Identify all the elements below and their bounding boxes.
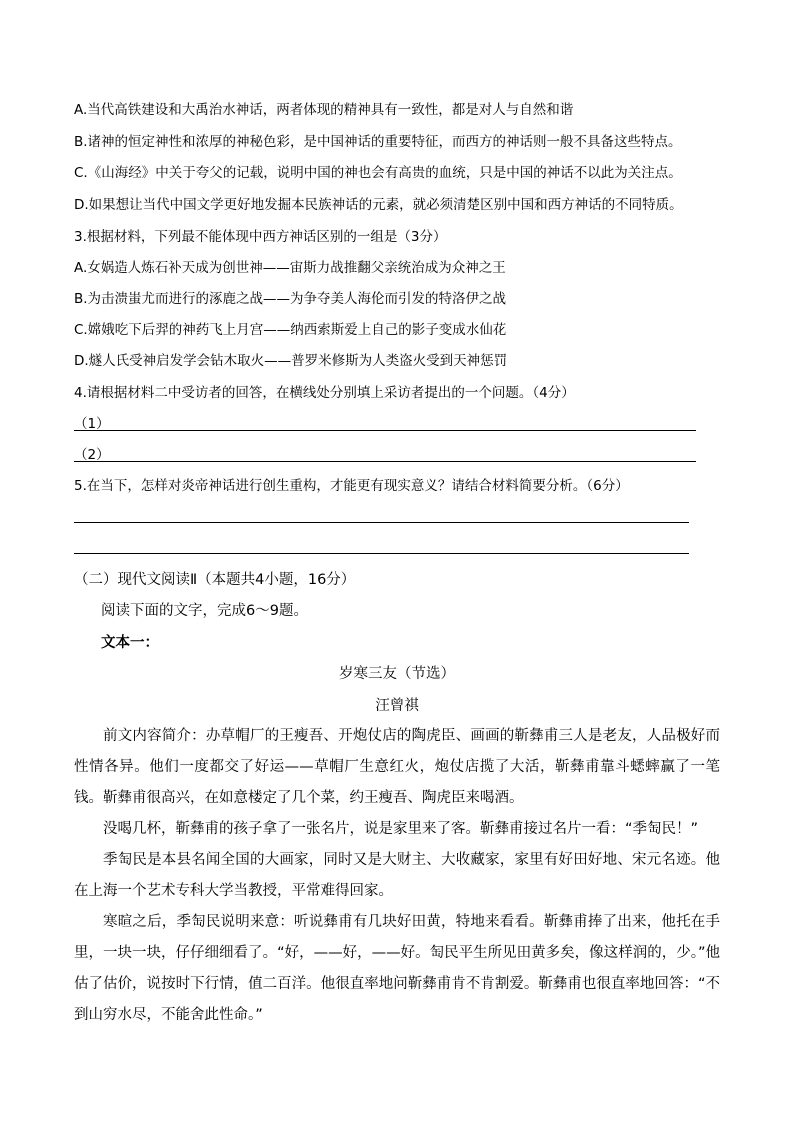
q3-stem: 3.根据材料，下列最不能体现中西方神话区别的一组是（3分）	[74, 229, 447, 245]
q5-stem: 5.在当下，怎样对炎帝神话进行创生重构，才能更有现实意义？请结合材料简要分析。（6分）	[74, 478, 629, 494]
story-title: 岁寒三友（节选）	[339, 666, 455, 682]
q3-option-d: D.燧人氏受神启发学会钻木取火——普罗米修斯为人类盗火受到天神惩罚	[74, 353, 508, 369]
story-paragraph-5: 寒暄之后，季匋民说明来意：听说彝甫有几块好田黄，特地来看看。靳彝甫捧了出来，他托在手里，一块一块，仔仔细细看了。“好，——好，——好。匋民平生所见田黄多矣，像这样润的，少。”他估了估价，说按时下行情，值二百洋。他很直率地问靳彝甫肯不肯割爱。靳彝甫也很直率地回答：“不到山穷水尽，不能舍此性命。”	[74, 914, 720, 1023]
q2-option-d: D.如果想让当代中国文学更好地发掘本民族神话的元素，就必须清楚区别中国和西方神话的不同特质。	[74, 197, 683, 213]
story-paragraph-4: 季匋民是本县名闻全国的大画家，同时又是大财主、大收藏家，家里有好田好地、宋元名迹。他在上海一个艺术专科大学当教授，平常难得回家。	[74, 852, 720, 899]
q2-option-a: A.当代高铁建设和大禹治水神话，两者体现的精神具有一致性，都是对人与自然和谐	[74, 102, 574, 118]
q2-option-c: C.《山海经》中关于夸父的记载，说明中国的神也会有高贵的血统，只是中国的神话不以此为关注点。	[74, 165, 682, 181]
text-one-label: 文本一：	[101, 635, 159, 651]
q5-answer-line-2	[74, 553, 689, 554]
story-paragraph-3: 没喝几杯，靳彝甫的孩子拿了一张名片，说是家里来了客。靳彝甫接过名片一看：“季匋民！”	[103, 821, 699, 837]
q3-option-a: A.女娲造人炼石补天成为创世神——宙斯力战推翻父亲统治成为众神之王	[74, 260, 506, 276]
story-author: 汪曾祺	[375, 698, 419, 714]
story-paragraph-2: 靳彝甫很高兴，在如意楼定了几个菜，约王瘦吾、陶虎臣来喝酒。	[103, 790, 524, 806]
q4-blank-1-label: （1）	[74, 416, 110, 432]
q4-answer-line-1	[74, 430, 696, 431]
section-heading: （二）现代文阅读Ⅱ（本题共4小题，16分）	[74, 572, 356, 588]
q5-answer-line-1	[74, 522, 689, 523]
story-paragraph-1: 前文内容简介：办草帽厂的王瘦吾、开炮仗店的陶虎臣、画画的靳彝甫三人是老友，人品极好而性情各异。他们一度都交了好运——草帽厂生意红火，炮仗店揽了大活，靳彝甫靠斗蟋蟀赢了一笔钱。	[74, 728, 720, 806]
section-instruction: 阅读下面的文字，完成6～9题。	[101, 603, 308, 619]
q2-option-b: B.诸神的恒定神性和浓厚的神秘色彩，是中国神话的重要特征，而西方的神话则一般不具备这些特点。	[74, 134, 682, 150]
q4-blank-2-label: （2）	[74, 447, 110, 463]
q3-option-c: C.嫦娥吃下后羿的神药飞上月宫——纳西索斯爱上自己的影子变成水仙花	[74, 322, 507, 338]
q4-answer-line-2	[74, 461, 696, 462]
q4-stem: 4.请根据材料二中受访者的回答，在横线处分别填上采访者提出的一个问题。（4分）	[74, 385, 575, 401]
q3-option-b: B.为击溃蚩尤而进行的涿鹿之战——为争夺美人海伦而引发的特洛伊之战	[74, 291, 507, 307]
